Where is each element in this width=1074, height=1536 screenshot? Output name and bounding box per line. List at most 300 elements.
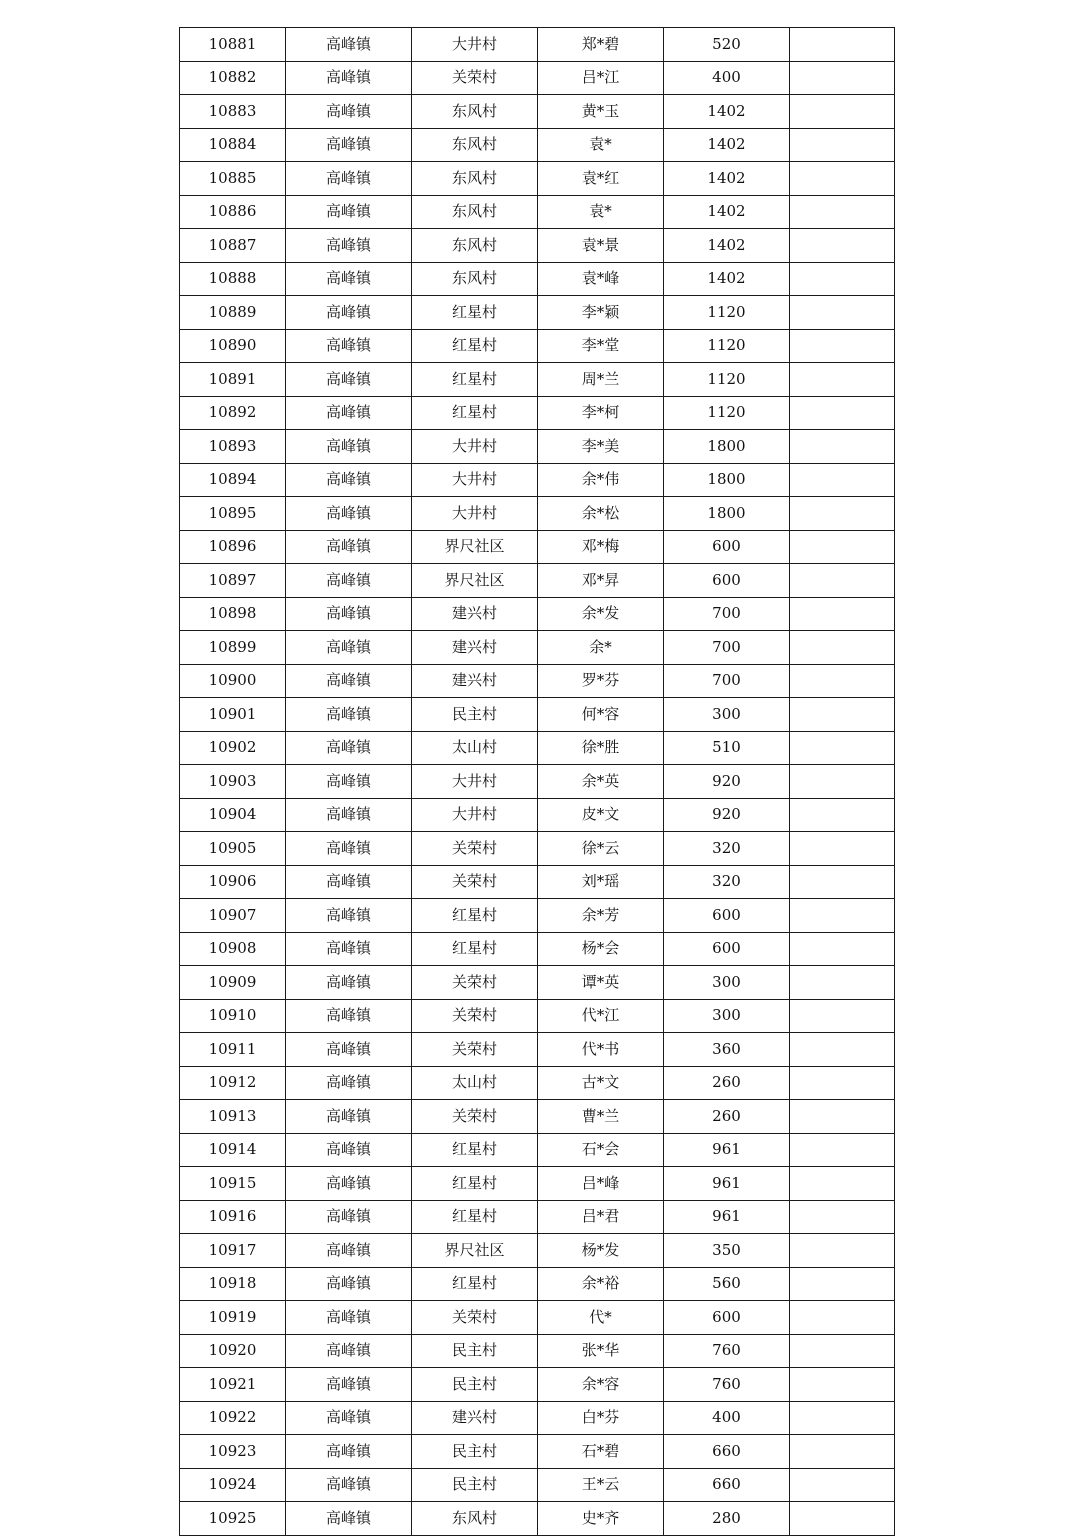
cell-person-name: 吕*君 <box>538 1200 664 1234</box>
cell-person-name: 杨*发 <box>538 1234 664 1268</box>
cell-village: 东风村 <box>412 229 538 263</box>
cell-serial-number: 10925 <box>180 1502 286 1536</box>
cell-person-name: 周*兰 <box>538 363 664 397</box>
table-row <box>180 1066 895 1100</box>
table-row <box>180 229 895 263</box>
cell-person-name: 余*芳 <box>538 899 664 933</box>
cell-person-name: 杨*会 <box>538 932 664 966</box>
cell-person-name: 袁*景 <box>538 229 664 263</box>
cell-remark <box>790 1334 895 1368</box>
cell-amount: 1800 <box>664 497 790 531</box>
cell-town: 高峰镇 <box>286 1368 412 1402</box>
cell-town: 高峰镇 <box>286 128 412 162</box>
cell-serial-number: 10884 <box>180 128 286 162</box>
cell-serial-number: 10892 <box>180 396 286 430</box>
cell-town: 高峰镇 <box>286 396 412 430</box>
cell-town: 高峰镇 <box>286 530 412 564</box>
cell-person-name: 古*文 <box>538 1066 664 1100</box>
table-row <box>180 296 895 330</box>
table-row <box>180 1033 895 1067</box>
cell-remark <box>790 564 895 598</box>
table-row <box>180 999 895 1033</box>
table-row <box>180 631 895 665</box>
table-row <box>180 865 895 899</box>
table-row <box>180 932 895 966</box>
cell-person-name: 曹*兰 <box>538 1100 664 1134</box>
cell-person-name: 罗*芬 <box>538 664 664 698</box>
table-row <box>180 329 895 363</box>
cell-amount: 360 <box>664 1033 790 1067</box>
cell-amount: 400 <box>664 1401 790 1435</box>
cell-village: 大井村 <box>412 497 538 531</box>
cell-town: 高峰镇 <box>286 597 412 631</box>
cell-remark <box>790 229 895 263</box>
cell-town: 高峰镇 <box>286 162 412 196</box>
cell-remark <box>790 396 895 430</box>
cell-serial-number: 10889 <box>180 296 286 330</box>
cell-serial-number: 10907 <box>180 899 286 933</box>
table-row <box>180 195 895 229</box>
cell-village: 红星村 <box>412 396 538 430</box>
cell-amount: 961 <box>664 1133 790 1167</box>
cell-amount: 1120 <box>664 296 790 330</box>
cell-serial-number: 10897 <box>180 564 286 598</box>
cell-village: 关荣村 <box>412 865 538 899</box>
cell-village: 红星村 <box>412 932 538 966</box>
cell-town: 高峰镇 <box>286 1133 412 1167</box>
cell-serial-number: 10888 <box>180 262 286 296</box>
cell-town: 高峰镇 <box>286 1033 412 1067</box>
cell-amount: 520 <box>664 28 790 62</box>
cell-town: 高峰镇 <box>286 463 412 497</box>
roster-table-body <box>180 28 895 1536</box>
cell-village: 民主村 <box>412 1468 538 1502</box>
table-row <box>180 162 895 196</box>
cell-village: 红星村 <box>412 329 538 363</box>
cell-village: 东风村 <box>412 128 538 162</box>
cell-person-name: 徐*胜 <box>538 731 664 765</box>
cell-remark <box>790 95 895 129</box>
cell-remark <box>790 1301 895 1335</box>
cell-town: 高峰镇 <box>286 61 412 95</box>
cell-village: 民主村 <box>412 1368 538 1402</box>
document-page <box>179 27 894 1536</box>
cell-serial-number: 10881 <box>180 28 286 62</box>
cell-remark <box>790 195 895 229</box>
cell-person-name: 邓*昇 <box>538 564 664 598</box>
table-row <box>180 597 895 631</box>
cell-remark <box>790 664 895 698</box>
cell-town: 高峰镇 <box>286 28 412 62</box>
cell-serial-number: 10916 <box>180 1200 286 1234</box>
table-row <box>180 899 895 933</box>
cell-serial-number: 10894 <box>180 463 286 497</box>
cell-serial-number: 10910 <box>180 999 286 1033</box>
table-row <box>180 1502 895 1536</box>
cell-serial-number: 10917 <box>180 1234 286 1268</box>
table-row <box>180 95 895 129</box>
cell-village: 关荣村 <box>412 61 538 95</box>
cell-town: 高峰镇 <box>286 1234 412 1268</box>
cell-town: 高峰镇 <box>286 798 412 832</box>
cell-village: 东风村 <box>412 1502 538 1536</box>
cell-person-name: 石*会 <box>538 1133 664 1167</box>
cell-amount: 1402 <box>664 195 790 229</box>
cell-remark <box>790 698 895 732</box>
cell-person-name: 余*伟 <box>538 463 664 497</box>
cell-amount: 1402 <box>664 162 790 196</box>
cell-person-name: 刘*瑶 <box>538 865 664 899</box>
cell-village: 关荣村 <box>412 1301 538 1335</box>
cell-town: 高峰镇 <box>286 1200 412 1234</box>
cell-town: 高峰镇 <box>286 195 412 229</box>
cell-town: 高峰镇 <box>286 631 412 665</box>
cell-village: 民主村 <box>412 1435 538 1469</box>
cell-serial-number: 10886 <box>180 195 286 229</box>
cell-amount: 600 <box>664 564 790 598</box>
cell-serial-number: 10904 <box>180 798 286 832</box>
cell-village: 东风村 <box>412 162 538 196</box>
cell-person-name: 郑*碧 <box>538 28 664 62</box>
table-row <box>180 1100 895 1134</box>
table-row <box>180 363 895 397</box>
cell-amount: 300 <box>664 966 790 1000</box>
cell-village: 红星村 <box>412 1133 538 1167</box>
cell-serial-number: 10895 <box>180 497 286 531</box>
table-row <box>180 1401 895 1435</box>
cell-person-name: 白*芬 <box>538 1401 664 1435</box>
table-row <box>180 1200 895 1234</box>
cell-amount: 700 <box>664 664 790 698</box>
cell-village: 建兴村 <box>412 664 538 698</box>
cell-serial-number: 10923 <box>180 1435 286 1469</box>
cell-amount: 760 <box>664 1368 790 1402</box>
cell-village: 关荣村 <box>412 966 538 1000</box>
cell-amount: 600 <box>664 1301 790 1335</box>
cell-village: 太山村 <box>412 1066 538 1100</box>
cell-town: 高峰镇 <box>286 731 412 765</box>
table-row <box>180 1167 895 1201</box>
cell-person-name: 邓*梅 <box>538 530 664 564</box>
cell-village: 太山村 <box>412 731 538 765</box>
cell-amount: 1402 <box>664 262 790 296</box>
cell-amount: 1120 <box>664 396 790 430</box>
table-row <box>180 262 895 296</box>
cell-amount: 600 <box>664 932 790 966</box>
cell-person-name: 石*碧 <box>538 1435 664 1469</box>
cell-town: 高峰镇 <box>286 1334 412 1368</box>
cell-village: 大井村 <box>412 463 538 497</box>
cell-town: 高峰镇 <box>286 1502 412 1536</box>
cell-person-name: 余*发 <box>538 597 664 631</box>
table-row <box>180 28 895 62</box>
cell-remark <box>790 1066 895 1100</box>
cell-serial-number: 10914 <box>180 1133 286 1167</box>
cell-amount: 600 <box>664 530 790 564</box>
cell-serial-number: 10887 <box>180 229 286 263</box>
table-row <box>180 798 895 832</box>
cell-town: 高峰镇 <box>286 329 412 363</box>
cell-person-name: 代*江 <box>538 999 664 1033</box>
cell-person-name: 吕*峰 <box>538 1167 664 1201</box>
cell-village: 界尺社区 <box>412 564 538 598</box>
roster-table <box>179 27 895 1536</box>
cell-village: 大井村 <box>412 430 538 464</box>
cell-person-name: 余*松 <box>538 497 664 531</box>
table-row <box>180 430 895 464</box>
cell-amount: 1800 <box>664 430 790 464</box>
cell-amount: 961 <box>664 1200 790 1234</box>
cell-town: 高峰镇 <box>286 95 412 129</box>
cell-serial-number: 10920 <box>180 1334 286 1368</box>
cell-town: 高峰镇 <box>286 999 412 1033</box>
cell-town: 高峰镇 <box>286 1401 412 1435</box>
cell-village: 东风村 <box>412 95 538 129</box>
cell-town: 高峰镇 <box>286 1267 412 1301</box>
cell-serial-number: 10882 <box>180 61 286 95</box>
cell-village: 关荣村 <box>412 1100 538 1134</box>
table-row <box>180 698 895 732</box>
cell-remark <box>790 329 895 363</box>
cell-serial-number: 10893 <box>180 430 286 464</box>
cell-person-name: 徐*云 <box>538 832 664 866</box>
cell-village: 关荣村 <box>412 1033 538 1067</box>
cell-remark <box>790 463 895 497</box>
cell-person-name: 李*柯 <box>538 396 664 430</box>
cell-serial-number: 10898 <box>180 597 286 631</box>
cell-amount: 1120 <box>664 329 790 363</box>
cell-town: 高峰镇 <box>286 932 412 966</box>
cell-person-name: 李*颖 <box>538 296 664 330</box>
cell-serial-number: 10900 <box>180 664 286 698</box>
cell-amount: 1120 <box>664 363 790 397</box>
cell-village: 红星村 <box>412 1167 538 1201</box>
cell-amount: 1402 <box>664 95 790 129</box>
cell-remark <box>790 631 895 665</box>
cell-town: 高峰镇 <box>286 1468 412 1502</box>
table-row <box>180 564 895 598</box>
cell-serial-number: 10902 <box>180 731 286 765</box>
table-row <box>180 1334 895 1368</box>
cell-town: 高峰镇 <box>286 1167 412 1201</box>
cell-remark <box>790 1267 895 1301</box>
cell-remark <box>790 865 895 899</box>
cell-amount: 400 <box>664 61 790 95</box>
cell-town: 高峰镇 <box>286 899 412 933</box>
cell-remark <box>790 1401 895 1435</box>
table-row <box>180 1234 895 1268</box>
cell-village: 建兴村 <box>412 597 538 631</box>
cell-remark <box>790 1468 895 1502</box>
cell-village: 红星村 <box>412 1267 538 1301</box>
cell-village: 红星村 <box>412 899 538 933</box>
cell-person-name: 吕*江 <box>538 61 664 95</box>
cell-town: 高峰镇 <box>286 865 412 899</box>
cell-amount: 700 <box>664 597 790 631</box>
cell-village: 大井村 <box>412 28 538 62</box>
cell-remark <box>790 1200 895 1234</box>
cell-remark <box>790 832 895 866</box>
table-row <box>180 966 895 1000</box>
cell-remark <box>790 530 895 564</box>
cell-remark <box>790 497 895 531</box>
cell-person-name: 黄*玉 <box>538 95 664 129</box>
cell-serial-number: 10921 <box>180 1368 286 1402</box>
cell-person-name: 张*华 <box>538 1334 664 1368</box>
cell-person-name: 代* <box>538 1301 664 1335</box>
table-row <box>180 128 895 162</box>
cell-remark <box>790 731 895 765</box>
cell-amount: 350 <box>664 1234 790 1268</box>
cell-person-name: 何*容 <box>538 698 664 732</box>
cell-person-name: 王*云 <box>538 1468 664 1502</box>
cell-person-name: 袁* <box>538 195 664 229</box>
cell-remark <box>790 597 895 631</box>
cell-remark <box>790 262 895 296</box>
cell-serial-number: 10906 <box>180 865 286 899</box>
cell-amount: 660 <box>664 1468 790 1502</box>
cell-town: 高峰镇 <box>286 966 412 1000</box>
cell-amount: 1402 <box>664 229 790 263</box>
table-row <box>180 1468 895 1502</box>
cell-town: 高峰镇 <box>286 564 412 598</box>
cell-town: 高峰镇 <box>286 430 412 464</box>
cell-remark <box>790 999 895 1033</box>
cell-remark <box>790 28 895 62</box>
table-row <box>180 1301 895 1335</box>
cell-person-name: 余*裕 <box>538 1267 664 1301</box>
cell-remark <box>790 296 895 330</box>
cell-remark <box>790 1033 895 1067</box>
cell-town: 高峰镇 <box>286 698 412 732</box>
cell-serial-number: 10919 <box>180 1301 286 1335</box>
cell-town: 高峰镇 <box>286 296 412 330</box>
table-row <box>180 1435 895 1469</box>
cell-village: 关荣村 <box>412 999 538 1033</box>
cell-village: 红星村 <box>412 363 538 397</box>
table-row <box>180 396 895 430</box>
cell-amount: 700 <box>664 631 790 665</box>
cell-amount: 560 <box>664 1267 790 1301</box>
cell-amount: 660 <box>664 1435 790 1469</box>
cell-remark <box>790 1100 895 1134</box>
cell-person-name: 余*英 <box>538 765 664 799</box>
cell-village: 大井村 <box>412 765 538 799</box>
cell-remark <box>790 899 895 933</box>
cell-amount: 961 <box>664 1167 790 1201</box>
cell-serial-number: 10903 <box>180 765 286 799</box>
cell-amount: 1402 <box>664 128 790 162</box>
cell-village: 关荣村 <box>412 832 538 866</box>
cell-town: 高峰镇 <box>286 1435 412 1469</box>
cell-remark <box>790 430 895 464</box>
cell-amount: 320 <box>664 832 790 866</box>
table-row <box>180 463 895 497</box>
cell-village: 红星村 <box>412 1200 538 1234</box>
cell-serial-number: 10918 <box>180 1267 286 1301</box>
cell-amount: 280 <box>664 1502 790 1536</box>
cell-person-name: 袁*红 <box>538 162 664 196</box>
cell-serial-number: 10883 <box>180 95 286 129</box>
cell-village: 建兴村 <box>412 631 538 665</box>
cell-remark <box>790 162 895 196</box>
cell-amount: 300 <box>664 698 790 732</box>
cell-remark <box>790 1234 895 1268</box>
cell-village: 东风村 <box>412 195 538 229</box>
cell-village: 界尺社区 <box>412 530 538 564</box>
cell-village: 红星村 <box>412 296 538 330</box>
cell-remark <box>790 1167 895 1201</box>
cell-amount: 260 <box>664 1066 790 1100</box>
table-row <box>180 1133 895 1167</box>
cell-remark <box>790 128 895 162</box>
table-row <box>180 832 895 866</box>
cell-remark <box>790 1502 895 1536</box>
table-row <box>180 1368 895 1402</box>
cell-remark <box>790 798 895 832</box>
cell-person-name: 余* <box>538 631 664 665</box>
cell-serial-number: 10913 <box>180 1100 286 1134</box>
cell-serial-number: 10922 <box>180 1401 286 1435</box>
cell-town: 高峰镇 <box>286 229 412 263</box>
cell-serial-number: 10891 <box>180 363 286 397</box>
cell-remark <box>790 1133 895 1167</box>
cell-serial-number: 10885 <box>180 162 286 196</box>
cell-person-name: 余*容 <box>538 1368 664 1402</box>
table-row <box>180 664 895 698</box>
cell-person-name: 李*美 <box>538 430 664 464</box>
cell-remark <box>790 1368 895 1402</box>
cell-serial-number: 10901 <box>180 698 286 732</box>
cell-serial-number: 10896 <box>180 530 286 564</box>
cell-amount: 920 <box>664 798 790 832</box>
cell-amount: 1800 <box>664 463 790 497</box>
cell-amount: 320 <box>664 865 790 899</box>
cell-remark <box>790 932 895 966</box>
cell-amount: 510 <box>664 731 790 765</box>
cell-town: 高峰镇 <box>286 497 412 531</box>
cell-remark <box>790 966 895 1000</box>
cell-town: 高峰镇 <box>286 664 412 698</box>
cell-serial-number: 10908 <box>180 932 286 966</box>
cell-village: 建兴村 <box>412 1401 538 1435</box>
cell-remark <box>790 1435 895 1469</box>
cell-town: 高峰镇 <box>286 765 412 799</box>
cell-town: 高峰镇 <box>286 832 412 866</box>
table-row <box>180 61 895 95</box>
table-row <box>180 731 895 765</box>
cell-person-name: 李*堂 <box>538 329 664 363</box>
cell-serial-number: 10905 <box>180 832 286 866</box>
table-row <box>180 1267 895 1301</box>
cell-town: 高峰镇 <box>286 1066 412 1100</box>
table-row <box>180 765 895 799</box>
cell-amount: 760 <box>664 1334 790 1368</box>
cell-serial-number: 10899 <box>180 631 286 665</box>
cell-serial-number: 10924 <box>180 1468 286 1502</box>
cell-town: 高峰镇 <box>286 262 412 296</box>
cell-remark <box>790 363 895 397</box>
cell-town: 高峰镇 <box>286 1301 412 1335</box>
cell-amount: 300 <box>664 999 790 1033</box>
cell-village: 界尺社区 <box>412 1234 538 1268</box>
cell-village: 东风村 <box>412 262 538 296</box>
cell-serial-number: 10890 <box>180 329 286 363</box>
cell-person-name: 袁* <box>538 128 664 162</box>
cell-serial-number: 10909 <box>180 966 286 1000</box>
cell-amount: 600 <box>664 899 790 933</box>
cell-village: 大井村 <box>412 798 538 832</box>
